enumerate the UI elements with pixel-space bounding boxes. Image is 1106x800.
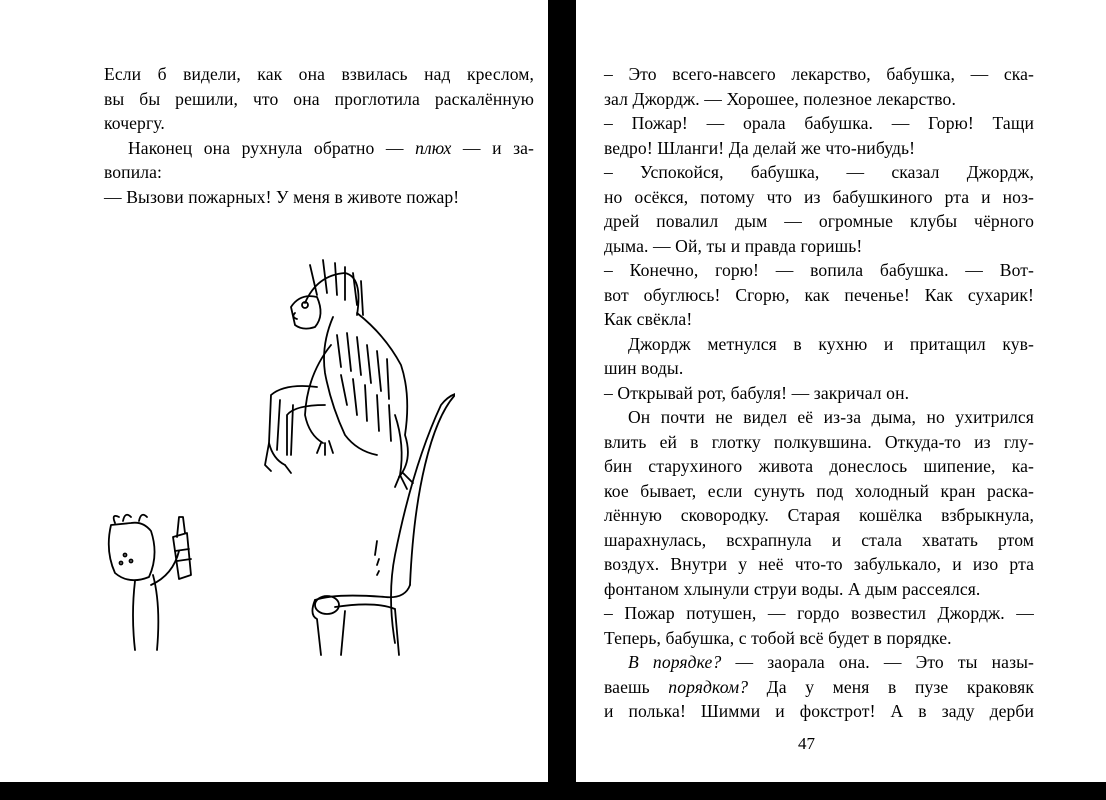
text-fragment: — и за-: [451, 137, 534, 158]
text-line: – Успокойся, бабушка, — сказал Джордж,: [604, 162, 1034, 182]
text-line: шарахнулась, всхрапнула и стала хватать ртом: [604, 529, 1034, 550]
text-line: вы бы решили, что она проглотила раскалённую: [104, 88, 534, 109]
grandma-figure: [265, 260, 413, 489]
text-line: фонтаном хлынули струи воды. А дым рассеялся.: [604, 578, 981, 599]
text-line: Как свёкла!: [604, 309, 693, 329]
book-gutter: [548, 0, 576, 800]
italic-fragment: плюх: [415, 137, 452, 158]
text-line: – Это всего-навсего лекарство, бабушка, — ска-: [604, 64, 1034, 84]
text-line: шин воды.: [604, 358, 684, 378]
text-line: Теперь, бабушка, с тобой всё будет в порядке.: [604, 627, 952, 648]
left-page-text: [104, 62, 534, 209]
text-line: [104, 136, 534, 161]
text-line: и полька! Шимми и фокстрот! А в заду дерби: [604, 701, 1034, 721]
right-page-text: [604, 62, 1034, 724]
text-line: — Вызови пожарных! У меня в животе пожар!: [104, 186, 460, 207]
armchair: [312, 393, 455, 655]
text-line: вопила:: [104, 162, 162, 182]
text-line: – Конечно, горю! — вопила бабушка. — Вот-: [604, 260, 1034, 280]
text-line: кое бывает, если сунуть под холодный кран раска-: [604, 480, 1034, 501]
text-fragment: Да у меня в пузе краковяк: [748, 676, 1034, 697]
scan-bottom-edge: [0, 782, 1106, 800]
text-line: кочергу.: [104, 113, 165, 133]
grandma-and-george-illustration: [95, 255, 455, 665]
text-line: Он почти не видел её из-за дыма, но ухитрился: [628, 407, 1034, 427]
text-line: – Пожар! — орала бабушка. — Горю! Тащи: [604, 113, 1034, 133]
text-line: Джордж метнулся в кухню и притащил кув-: [628, 333, 1034, 354]
text-line: [604, 675, 1034, 700]
text-line: дыма. — Ой, ты и правда горишь!: [604, 235, 863, 256]
text-line: влить ей в глотку полкувшина. Откуда-то из глу-: [604, 431, 1034, 452]
text-line: лённую сковородку. Старая кошёлка взбрыкнула,: [604, 505, 1034, 525]
text-line: но осёкся, потому что из бабушкиного рта и ноз-: [604, 186, 1034, 207]
text-line: [604, 650, 1034, 675]
text-line: ведро! Шланги! Да делай же что-нибудь!: [604, 137, 916, 158]
text-line: дрей повалил дым — огромные клубы чёрного: [604, 211, 1034, 231]
italic-fragment: порядком?: [668, 676, 749, 697]
text-fragment: ваешь: [604, 676, 669, 697]
text-line: воздух. Внутри у неё что-то забулькало, и изо рта: [604, 554, 1034, 574]
italic-fragment: В порядке?: [628, 652, 722, 672]
text-line: Если б видели, как она взвилась над креслом,: [104, 64, 534, 84]
text-line: вот обуглюсь! Сгорю, как печенье! Как сухарик!: [604, 284, 1034, 305]
text-line: – Открывай рот, бабуля! — закричал он.: [604, 382, 910, 403]
text-fragment: Наконец она рухнула обратно —: [128, 137, 416, 158]
text-line: зал Джордж. — Хорошее, полезное лекарство.: [604, 88, 956, 109]
page-number: 47: [798, 734, 815, 753]
text-line: – Пожар потушен, — гордо возвестил Джордж. —: [604, 603, 1034, 623]
george-figure: [109, 515, 191, 650]
text-fragment: — заорала она. — Это ты назы-: [721, 652, 1034, 672]
text-line: бин старухиного живота донеслось шипение, ка-: [604, 456, 1034, 476]
